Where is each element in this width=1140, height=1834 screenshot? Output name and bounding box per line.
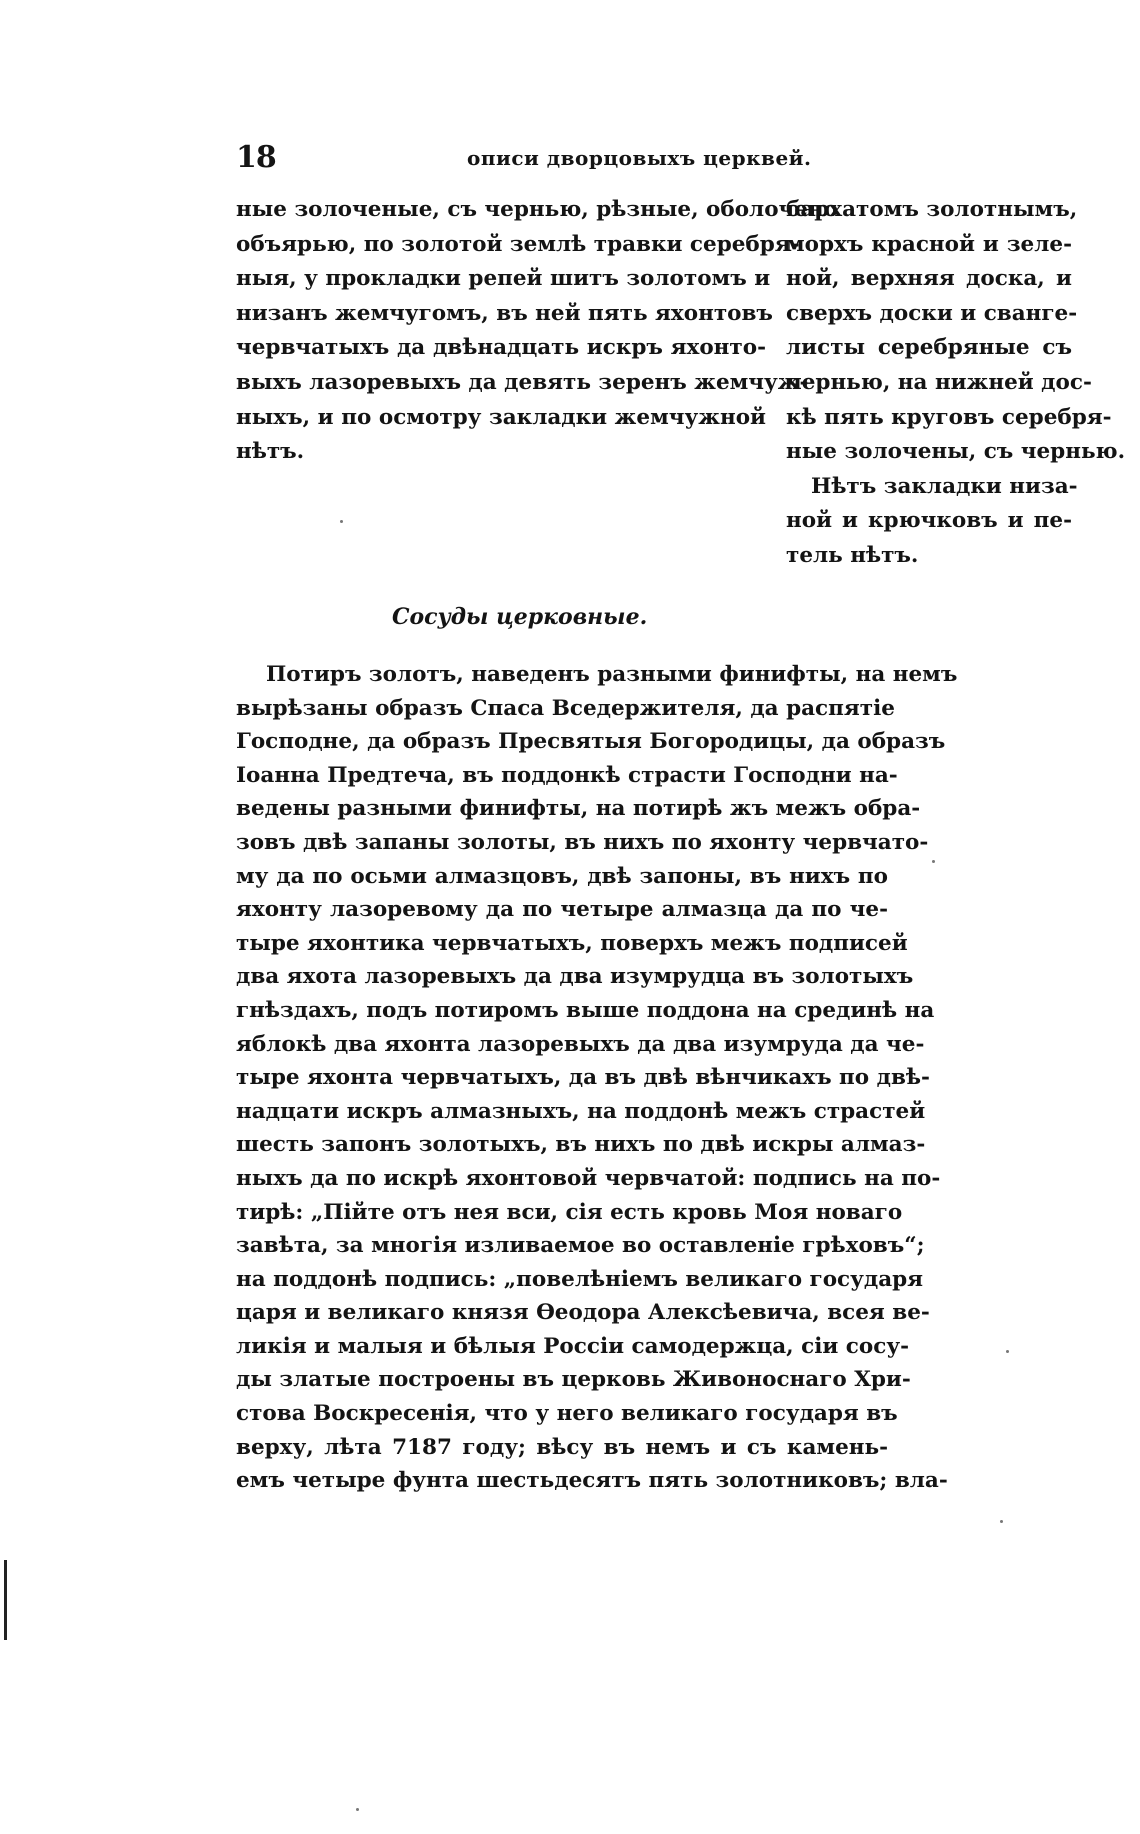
text-line: выхъ лазоревыхъ да девять зеренъ жемчуж- [236,369,809,395]
scan-speck [1006,1350,1009,1353]
text-line: нѣтъ. [236,439,305,465]
text-line: бархатомъ золотнымъ, [786,197,1078,222]
text-line: Нѣтъ закладки низа- [811,473,1078,499]
page-number: 18 [236,140,276,175]
left-column [236,193,839,470]
section-heading: Сосуды церковные. [392,604,648,630]
text-line: Господне, да образъ Пресвятыя Богородицы, да образъ [236,729,946,755]
text-line: червчатыхъ да двѣнадцать искръ яхонто- [236,335,766,361]
scan-speck [932,860,935,863]
text-line: ликія и малыя и бѣлыя Россіи самодержца, сіи сосу- [236,1333,910,1359]
text-line: Іоанна Предтеча, въ поддонкѣ страсти Господни на- [236,762,898,788]
text-line: низанъ жемчугомъ, въ ней пять яхонтовъ [236,300,773,326]
text-line: ведены разными финифты, на потирѣ жъ межъ обра- [236,796,921,822]
scan-speck [340,520,343,523]
text-line: чернью, на нижней дос- [786,369,1092,395]
text-line: на поддонѣ подпись: „повелѣніемъ великаго государя [236,1266,924,1292]
page-header [232,140,812,180]
text-line: объярью, по золотой землѣ травки серебря- [236,231,800,257]
scan-edge-mark [4,1560,7,1640]
text-line: завѣта, за многія изливаемое во оставленіе грѣховъ“; [236,1233,925,1259]
text-line: надцати искръ алмазныхъ, на поддонѣ межъ страстей [236,1098,926,1124]
text-line: морхъ красной и зеле- [786,231,1072,257]
text-line: тель нѣтъ. [786,542,919,568]
text-line: стова Воскресенія, что у него великаго государя въ [236,1401,898,1427]
text-line: Потиръ золотъ, наведенъ разными финифты, на немъ [266,662,958,687]
text-line: ные золоченые, съ чернью, рѣзные, оболочено [236,197,839,222]
text-line: кѣ пять круговъ серебря- [786,404,1112,430]
text-line: зовъ двѣ запаны золоты, въ нихъ по яхонту червчато- [236,829,929,855]
text-line: вырѣзаны образъ Спаса Вседержителя, да распятіе [236,695,895,721]
text-line: ной, верхняя доска, и [786,266,1072,292]
text-line: ные золочены, съ чернью. [786,439,1126,465]
text-line: ныхъ, и по осмотру закладки жемчужной [236,404,766,430]
text-line: ной и крючковъ и пе- [786,508,1072,534]
text-line: гнѣздахъ, подъ потиромъ выше поддона на срединѣ на [236,997,935,1023]
text-line: емъ четыре фунта шестьдесятъ пять золотниковъ; вла- [236,1468,948,1494]
text-line: верху, лѣта 7187 году; вѣсу въ немъ и съ камень- [236,1434,888,1460]
text-line: яхонту лазоревому да по четыре алмазца да по че- [236,897,888,923]
section-body [236,658,958,1498]
text-line: тирѣ: „Пійте отъ нея вси, сія есть кровь Моя новаго [236,1199,903,1225]
text-line: два яхота лазоревыхъ да два изумрудца въ золотыхъ [236,964,914,990]
text-line: ды златые построены въ церковь Живоноснаго Хри- [236,1367,911,1393]
text-line: тыре яхонтика червчатыхъ, поверхъ межъ подписей [236,930,908,956]
running-title: описи дворцовыхъ церквей. [467,146,812,170]
scan-speck [356,1808,359,1811]
text-line: шесть запонъ золотыхъ, въ нихъ по двѣ искры алмаз- [236,1132,926,1158]
text-line: царя и великаго князя Ѳеодора Алексѣевича, всея ве- [236,1300,930,1326]
text-line: яблокѣ два яхонта лазоревыхъ да два изумруда да че- [236,1031,925,1057]
text-line: тыре яхонта червчатыхъ, да въ двѣ вѣнчикахъ по двѣ- [236,1065,930,1091]
text-line: му да по осьми алмазцовъ, двѣ запоны, въ нихъ по [236,863,888,889]
text-line: сверхъ доски и свангe- [786,300,1078,326]
text-line: ныхъ да по искрѣ яхонтовой червчатой: подпись на по- [236,1165,941,1191]
scan-speck [1000,1520,1003,1523]
right-column [786,193,1126,574]
text-line: ныя, у прокладки репей шитъ золотомъ и [236,266,771,292]
text-line: листы серебряные съ [786,335,1072,361]
